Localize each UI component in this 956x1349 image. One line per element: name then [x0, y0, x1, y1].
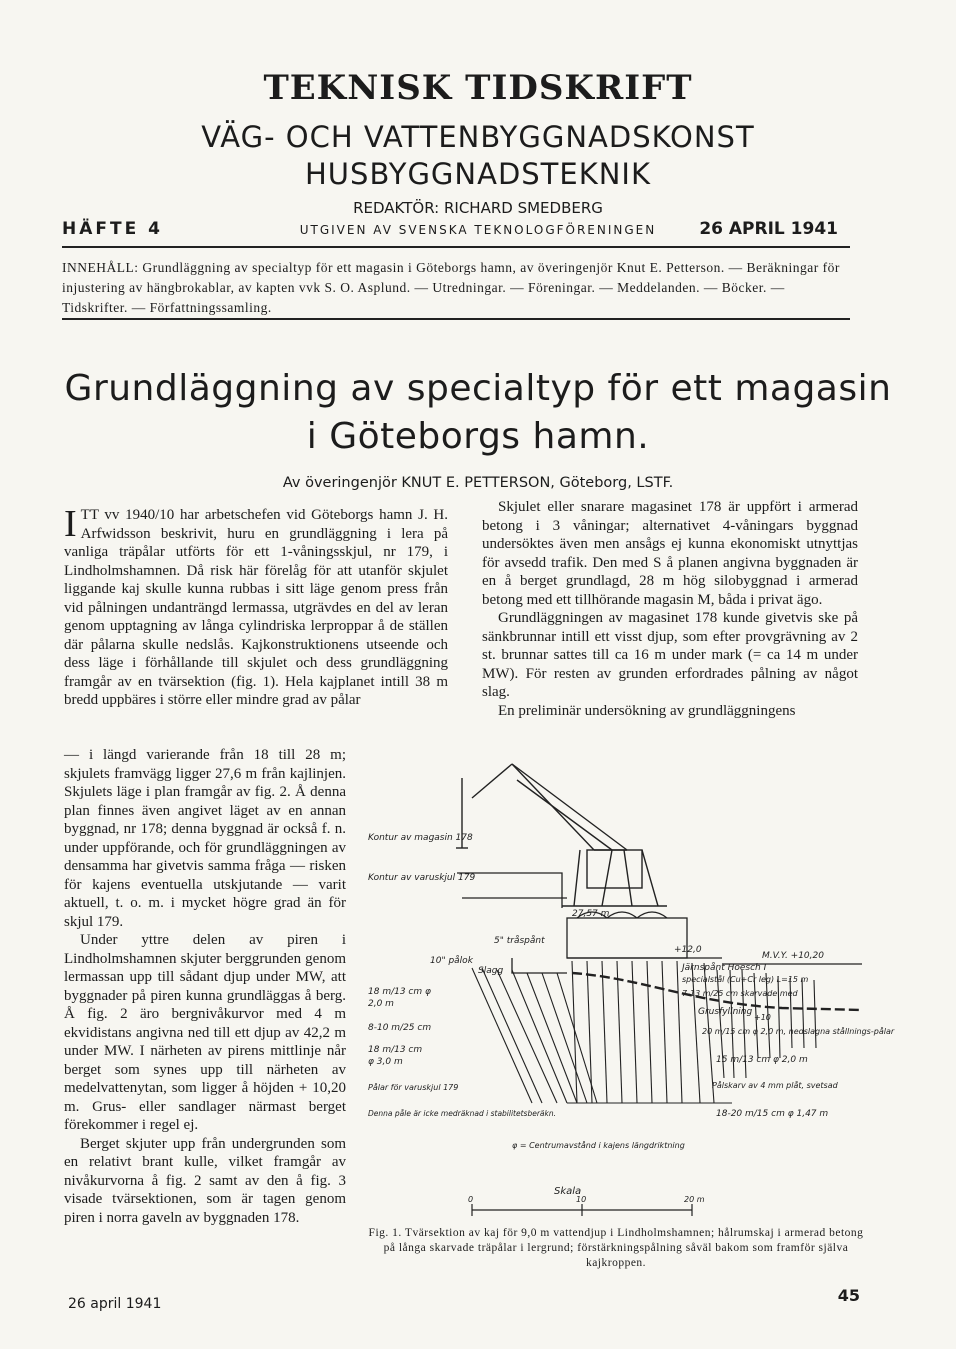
paragraph: ITT vv 1940/10 har arbetschefen vid Göteborgs hamn J. H. Arfwidsson beskrivit, huru en grundläggning i lera på vanliga träpålar utförts för ett 1-våningsskjul, nr 179, i Lindholmshamnen. Då risk här förelåg för att utanför skjulet liggande kaj skulle kunna rubbas i sitt läge genom press från vid pålningen undanträngd lermassa, utgrävdes en del av leran genom upptagning av långa cylindriska lerproppar å de ställen där pålarna skulle nedslås. Kajkonstruktionens utseende och dess läge i förhållande till skjulet och dess grundläggning framgår av en tvärsektion (fig. 1). Hela kajplanet intill 38 m bredd uppbäres i större eller mindre grad av pålar: [64, 503, 448, 708]
publisher-line: UTGIVEN AV SVENSKA TEKNOLOGFÖRENINGEN: [299, 223, 657, 237]
issue-date: 26 APRIL 1941: [699, 219, 838, 239]
paragraph: — i längd varierande från 18 till 28 m; skjulets framvägg ligger 27,6 m från kajlinjen. Skjulets läge i plan framgår av fig. 2. Å denna plan finnes även angivet läget av en annan byggnad, nr 178; denna byggnad är också f. n. under uppförande, och för grundläggningen av densamma har givetvis samma fråga — risken för kajens eventuella utskjutande — varit aktuell, t. o. m. i mycket högre grad än för skjul 179.: [64, 747, 346, 930]
editor-line: REDAKTÖR: RICHARD SMEDBERG: [353, 199, 603, 217]
label-kontur179: Kontur av varuskjul 179: [368, 873, 476, 883]
label-level-10: +10: [754, 1013, 771, 1022]
label-skarvade: 7-13 m/25 cm skarvade med: [682, 989, 798, 998]
label-jarnspant: Järnspånt Hoesch I: [682, 963, 767, 973]
label-3m: φ 3,0 m: [368, 1057, 403, 1067]
journal-subtitle-2: HUSBYGGNADSTEKNIK: [305, 157, 651, 191]
table-of-contents: INNEHÅLL: Grundläggning av specialtyp för ett magasin i Göteborgs hamn, av överingenjör Knut E. Petterson. — Beräkningar för injustering av hängbrokablar, av kapten vvk S. O. Asplund. — Utredningar. — Föreningar. — Meddelanden. — Böcker. — Tidskrifter. — Författningssamling.: [62, 260, 840, 315]
column-2: [482, 498, 858, 720]
label-grusfyllning: Grusfyllning: [698, 1007, 753, 1017]
label-kontur178: Kontur av magasin 178: [368, 833, 473, 843]
scale-label-10: 10: [576, 1195, 587, 1204]
paragraph: Berget skjuter upp från undergrunden som en relativt brant kulle, vilket framgår av nivåkurvorna å fig. 2 samt av den å fig. 3 visade tvärsektionen, som är tagen genom piren i norra gaveln av byggnaden 178.: [64, 1135, 346, 1226]
label-palskarv: Pålskarv av 4 mm plåt, svetsad: [712, 1081, 838, 1090]
label-nedslagna: 20 m/15 cm φ 2,0 m, nedslagna stållnings-pålar: [702, 1027, 895, 1036]
label-slagg: Slagg: [478, 966, 504, 976]
page-number: 45: [837, 1286, 860, 1305]
label-15m: 15 m/13 cm φ 2,0 m: [716, 1055, 808, 1065]
label-18-20m: 18-20 m/15 cm φ 1,47 m: [716, 1109, 829, 1119]
article-title-line-2: i Göteborgs hamn.: [306, 416, 650, 457]
label-18m: 18 m/13 cm φ: [368, 987, 431, 997]
label-traspant: 5" tråspånt: [494, 936, 545, 946]
label-level-12: +12,0: [674, 945, 702, 955]
label-skala: Skala: [554, 1186, 582, 1197]
paragraph: Grundläggningen av magasinet 178 kunde givetvis ske på sänkbrunnar intill ett visst djup, som efter provgrävning av 2 st. brunnar sattes till ca 16 m under mark (= ca 14 m under MW). För resten av grunden erfordrades pålning av något slag.: [482, 610, 858, 700]
article-byline: Av överingenjör KNUT E. PETTERSON, Göteborg, LSTF.: [282, 475, 674, 491]
label-mw: M.V.Y. +10,20: [762, 951, 824, 961]
paragraph: Under yttre delen av piren i Lindholmshamnen skjuter berggrunden genom lermassan upp till sådant djup under MW, att byggnader på piren kunna grundläggas å berg. Å fig. 2 äro bergnivåkurvor med 4 m ekvidistans angivna ned till ett djup av 42,2 m under MW. I närheten av pirens mittlinje når berget som synes upp till närheten av medelvattenytan, som ligger å höjden + 10,20 m. Grus- eller sandlager närmast berget förekommer i regel ej.: [64, 932, 346, 1133]
issue-number: HÄFTE 4: [62, 219, 163, 239]
journal-subtitle-1: VÄG- OCH VATTENBYGGNADSKONST: [201, 120, 755, 154]
label-18m-b: 18 m/13 cm: [368, 1045, 423, 1055]
label-palok: 10" pålok: [430, 956, 473, 966]
label-specialstal: specialstål (Cu+Cr leg) L=15 m: [682, 975, 809, 984]
label-2m: 2,0 m: [368, 999, 394, 1009]
scale-bar: [472, 1204, 692, 1216]
drop-cap: I: [64, 503, 77, 545]
figure-caption: Fig. 1. Tvärsektion av kaj för 9,0 m vattendjup i Lindholmshamnen; hålrumskaj i armerad betong på långa skarvade träpålar i lergrund; förstärkningspålning såväl bakom som framför själva kajkroppen.: [368, 1227, 864, 1269]
journal-title: TEKNISK TIDSKRIFT: [263, 68, 693, 108]
cross-section-figure: [362, 758, 895, 1228]
paragraph: En preliminär undersökning av grundläggningens: [498, 702, 796, 719]
paragraph: Skjulet eller snarare magasinet 178 är uppfört i armerad betong i 3 våningar; alternativet 4-våningars byggnad undersöktes även men ansågs ej kunna ekonomiskt utnyttjas för avsedd trafik. Den med S å planen angivna byggnaden är en å berget grundlagd, 28 m hög silobyggnad i armerad betong med ett tillhörande magasin M, båda i privat ägo.: [482, 499, 858, 608]
label-palar-skjul: Pålar för varuskjul 179: [368, 1083, 459, 1092]
footer-date: 26 april 1941: [68, 1296, 162, 1312]
column-1-top: [64, 503, 448, 710]
masthead-rule: [62, 246, 850, 248]
label-dim: 27,57 m: [572, 909, 610, 919]
scale-label-20: 20 m: [684, 1195, 705, 1204]
contents-rule: [62, 318, 850, 320]
column-1-narrow: [64, 746, 346, 1227]
label-centrum: φ = Centrumavstånd i kajens längdriktning: [512, 1141, 685, 1150]
scale-label-0: 0: [468, 1195, 474, 1204]
label-denna-pale: Denna påle är icke medräknad i stabilitetsberäkn.: [368, 1109, 556, 1118]
label-8-10m: 8-10 m/25 cm: [368, 1023, 432, 1033]
article-title-line-1: Grundläggning av specialtyp för ett magasin: [64, 368, 892, 409]
